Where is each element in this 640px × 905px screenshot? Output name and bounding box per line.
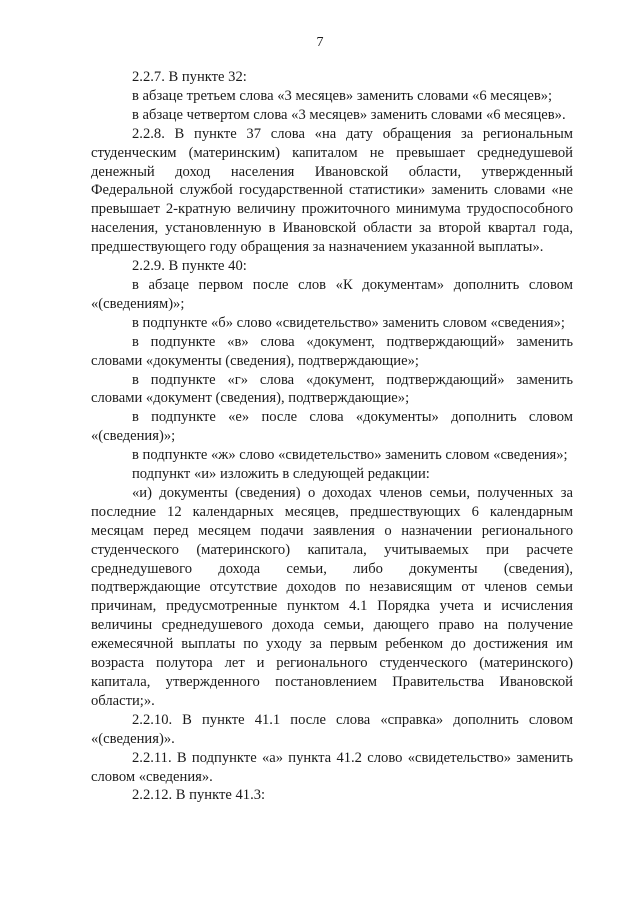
paragraph-item: в абзаце четвертом слова «3 месяцев» заменить словами «6 месяцев». xyxy=(132,106,566,123)
paragraph-quote-subitem-i: «и) документы (сведения) о доходах членов семьи, полученных за последние 12 календарных месяцев, предшествующих 6 календарным месяцам перед месяцем подачи заявления о назначении регионального студенческого (материнского) капитала, учитываемых при расчете среднедушевого дохода семьи, либо документы (сведения), подтверждающие отсутствие доходов по независящим от членов семьи причинам, предусмотренные пунктом 4.1 Порядка учета и исчисления величины среднедушевого дохода семьи, дающего право на получение ежемесячной выплаты по уходу за первым ребенком до достижения им возраста полутора лет и регионального студенческого (материнского) капитала, утвержденного постановлением Правительства Ивановской области;». xyxy=(91,484,573,709)
paragraph-2-2-9: 2.2.9. В пункте 40: xyxy=(132,258,247,275)
paragraph-item: в абзаце третьем слова «3 месяцев» заменить словами «6 месяцев»; xyxy=(132,87,553,104)
document-body xyxy=(91,68,573,805)
paragraph-item: подпункт «и» изложить в следующей редакции: xyxy=(132,466,430,483)
page-number: 7 xyxy=(316,35,324,50)
paragraph-item: в подпункте «в» слова «документ, подтверждающий» заменить словами «документы (сведения), подтверждающие»; xyxy=(91,333,573,369)
paragraph-item: в подпункте «г» слова «документ, подтверждающий» заменить словами «документ (сведения), подтверждающие»; xyxy=(91,371,573,407)
paragraph-2-2-8: 2.2.8. В пункте 37 слова «на дату обращения за региональным студенческим (материнским) капиталом не превышает среднедушевой денежный доход населения Ивановской области, утвержденный Федеральной службой государственной статистики» заменить словами «не превышает 2-кратную величину прожиточного минимума трудоспособного населения, установленную в Ивановской области за второй квартал года, предшествующего году обращения за назначением указанной выплаты». xyxy=(91,125,573,256)
paragraph-2-2-7: 2.2.7. В пункте 32: xyxy=(132,69,247,85)
paragraph-item: в подпункте «е» после слова «документы» дополнить словом «(сведения)»; xyxy=(91,409,573,445)
paragraph-item: в подпункте «б» слово «свидетельство» заменить словом «сведения»; xyxy=(132,314,565,331)
paragraph-item: в абзаце первом после слов «К документам» дополнить словом «(сведениям)»; xyxy=(91,276,573,312)
paragraph-2-2-12: 2.2.12. В пункте 41.3: xyxy=(132,787,266,804)
paragraph-2-2-11: 2.2.11. В подпункте «а» пункта 41.2 слово «свидетельство» заменить словом «сведения». xyxy=(91,749,573,785)
paragraph-item: в подпункте «ж» слово «свидетельство» заменить словом «сведения»; xyxy=(132,447,568,464)
paragraph-2-2-10: 2.2.10. В пункте 41.1 после слова «справка» дополнить словом «(сведения)». xyxy=(91,711,573,747)
